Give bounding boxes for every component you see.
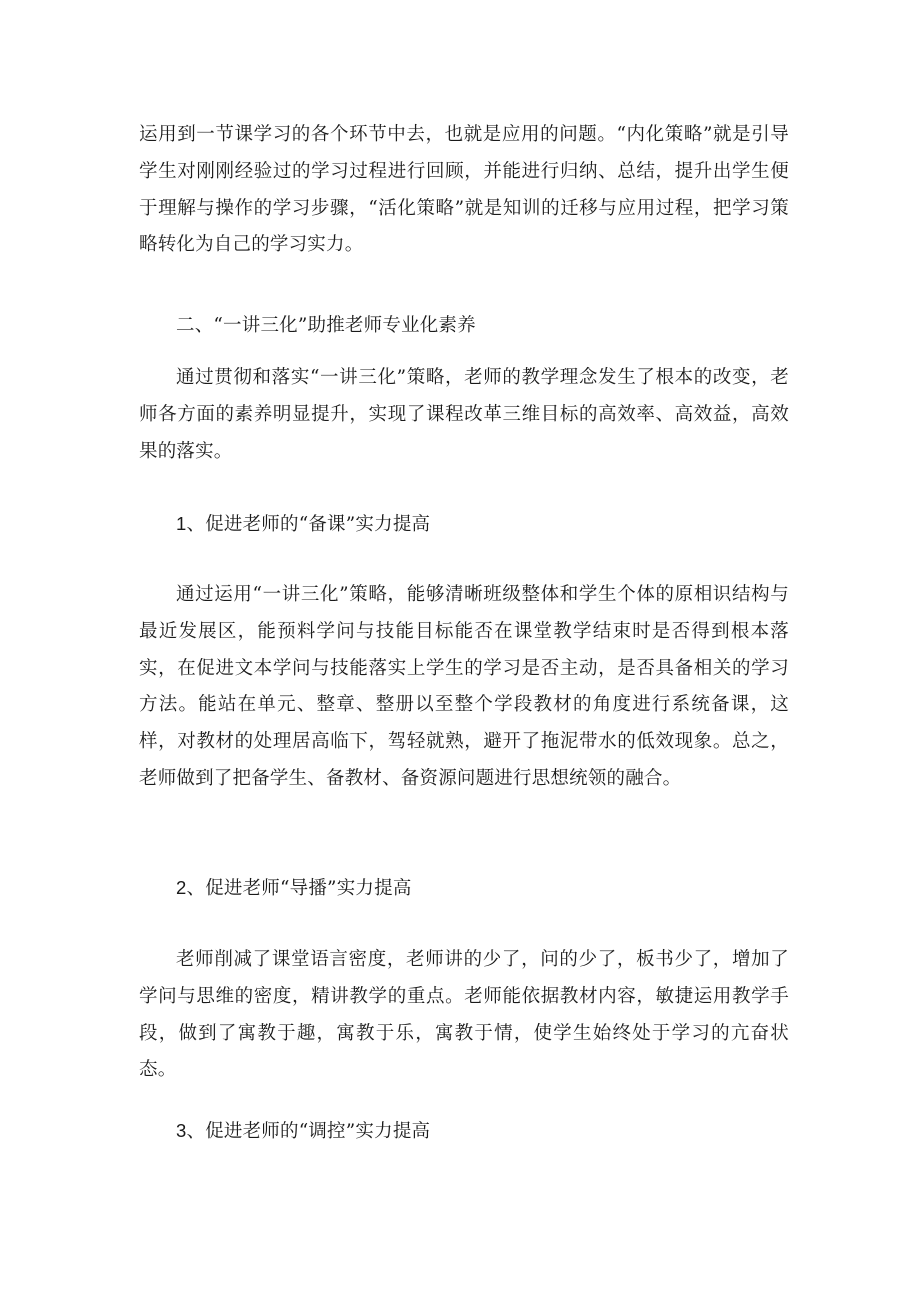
heading-text: 、促进老师的“备课”实力提高	[186, 514, 431, 535]
section-heading: 二、“一讲三化”助推老师专业化素养	[176, 315, 476, 336]
body-paragraph: 通过运用“一讲三化”策略，能够清晰班级整体和学生个体的原相识结构与最近发展区，能预料学问与技能目标能否在课堂教学结束时是否得到根本落实，在促进文本学问与技能落实上学生的学习是否主动，是否具备相关的学习方法。能站在单元、整章、整册以至整个学段教材的角度进行系统备课，这样，对教材的处理居高临下，驾轻就熟，避开了拖泥带水的低效现象。总之，老师做到了把备学生、备教材、备资源问题进行思想统领的融合。	[139, 584, 789, 789]
subsection-heading	[176, 870, 776, 908]
body-paragraph: 运用到一节课学习的各个环节中去，也就是应用的问题。“内化策略”就是引导学生对刚刚经验过的学习过程进行回顾，并能进行归纳、总结，提升出学生便于理解与操作的学习步骤，“活化策略”就是知训的迁移与应用过程，把学习策略转化为自己的学习实力。	[139, 124, 789, 256]
subsection-heading	[176, 506, 776, 544]
subsection-heading	[176, 1113, 776, 1151]
heading-number: 2	[176, 877, 187, 898]
body-paragraph: 老师削减了课堂语言密度，老师讲的少了，问的少了，板书少了，增加了学问与思维的密度，精讲教学的重点。老师能依据教材内容，敏捷运用教学手段，做到了寓教于趣，寓教于乐，寓教于情，使学生始终处于学习的亢奋状态。	[139, 949, 789, 1081]
heading-number: 1	[176, 513, 187, 534]
heading-text: 、促进老师的“调控”实力提高	[186, 1121, 431, 1142]
body-paragraph: 通过贯彻和落实“一讲三化”策略，老师的教学理念发生了根本的改变，老师各方面的素养明显提升，实现了课程改革三维目标的高效率、高效益，高效果的落实。	[139, 367, 789, 462]
heading-text: 、促进老师“导播”实力提高	[186, 878, 412, 899]
heading-number: 3	[176, 1120, 187, 1141]
